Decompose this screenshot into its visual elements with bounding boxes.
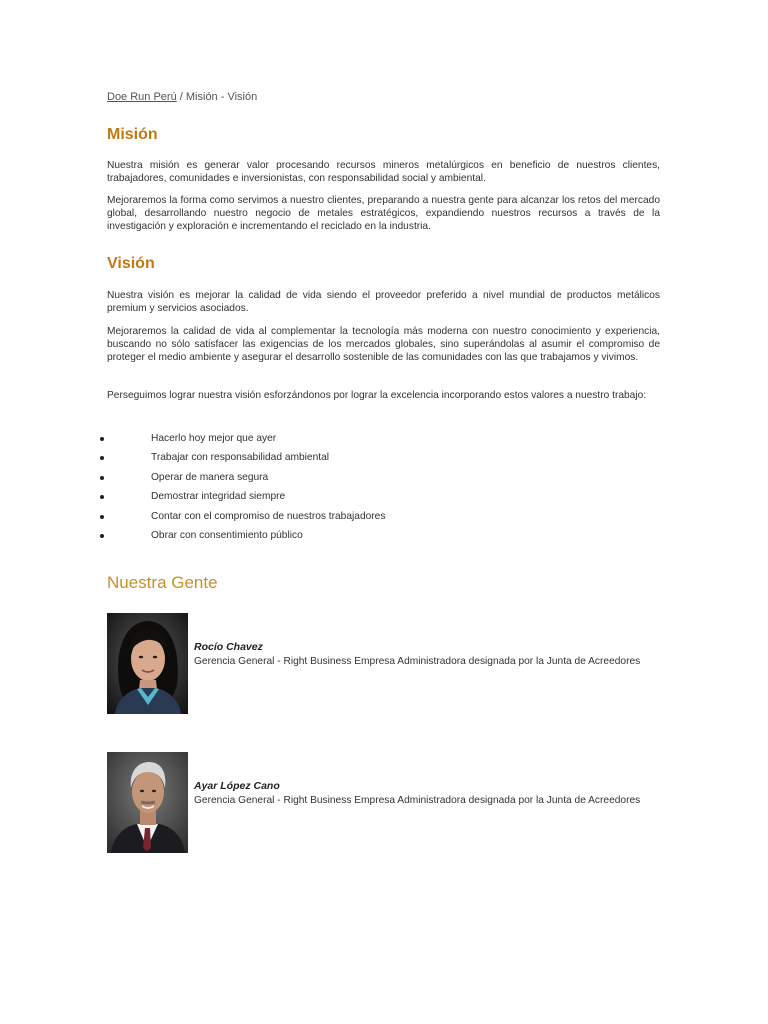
value-text: Contar con el compromiso de nuestros trabajadores <box>151 510 386 522</box>
breadcrumb <box>107 91 257 103</box>
vision-paragraph-3: Perseguimos lograr nuestra visión esforzándonos por lograr la excelencia incorporando estos valores a nuestro trabajo: <box>107 390 647 401</box>
breadcrumb-separator: / <box>176 91 186 103</box>
bullet-icon <box>100 476 104 480</box>
person-name: Ayar López Cano <box>194 780 280 792</box>
bullet-icon <box>100 437 104 441</box>
person-role: Gerencia General - Right Business Empresa Administradora designada por la Junta de Acreedores <box>194 795 641 806</box>
person-info <box>194 641 660 669</box>
person-role: Gerencia General - Right Business Empresa Administradora designada por la Junta de Acreedores <box>194 656 641 667</box>
mision-paragraph-2: Mejoraremos la forma como servimos a nuestro clientes, preparando a nuestra gente para alcanzar los retos del mercado global, desarrollando nuestro negocio de metales estratégicos, expandiendo nuestros recursos a través de la investigación y exploración e incrementando el reciclado en la industria. <box>107 195 660 232</box>
portrait-man-icon <box>107 752 188 853</box>
value-text: Hacerlo hoy mejor que ayer <box>151 433 277 444</box>
person-card <box>107 752 660 853</box>
value-text: Trabajar con responsabilidad ambiental <box>151 452 330 464</box>
mision-title: Misión <box>107 126 158 143</box>
bullet-icon <box>100 515 104 519</box>
bullet-icon <box>100 534 104 538</box>
mision-paragraph-1: Nuestra misión es generar valor procesando recursos mineros metalúrgicos en beneficio de nuestros clientes, trabajadores, comunidades e inversionistas, con responsabilidad social y ambiental. <box>107 160 660 184</box>
gente-title: Nuestra Gente <box>107 573 218 592</box>
person-name: Rocío Chavez <box>194 641 263 653</box>
value-text: Obrar con consentimiento público <box>151 529 303 541</box>
value-text: Operar de manera segura <box>151 471 269 483</box>
person-photo <box>107 752 188 853</box>
portrait-woman-icon <box>107 613 188 714</box>
value-text: Demostrar integridad siempre <box>151 491 286 503</box>
bullet-icon <box>100 456 104 460</box>
bullet-icon <box>100 495 104 499</box>
vision-title: Visión <box>107 255 155 272</box>
person-photo <box>107 613 188 714</box>
person-card <box>107 613 660 714</box>
breadcrumb-home-link[interactable]: Doe Run Perú <box>107 91 177 103</box>
breadcrumb-current: Misión - Visión <box>185 91 258 103</box>
vision-paragraph-1: Nuestra visión es mejorar la calidad de vida siendo el proveedor preferido a nivel mundial de productos metálicos premium y servicios asociados. <box>107 290 660 314</box>
vision-paragraph-2: Mejoraremos la calidad de vida al complementar la tecnología más moderna con nuestro conocimiento y experiencia, buscando no sólo satisfacer las exigencias de los mercados globales, sino superándolas al asumir el compromiso de proteger el medio ambiente y asegurar el desarrollo sostenible de las comunidades con las que trabajamos y vivimos. <box>107 326 660 363</box>
person-info <box>194 780 660 808</box>
